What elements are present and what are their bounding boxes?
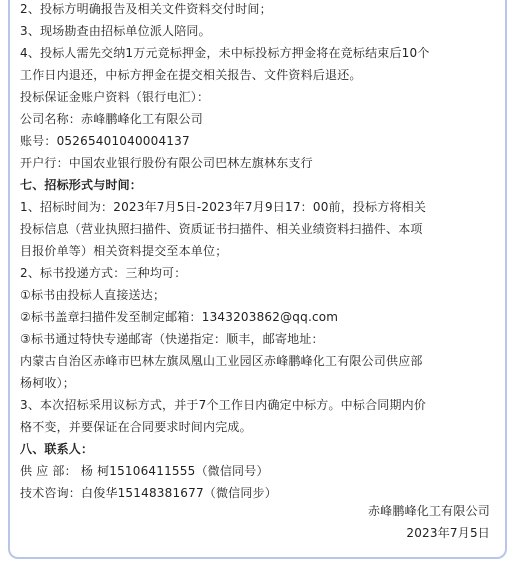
- text-line: ③标书通过特快专递邮寄（快递指定：顺丰，邮寄地址：: [20, 332, 324, 346]
- text-line: 3、现场勘查由招标单位派人陪同。: [20, 24, 211, 38]
- text-line: 投标信息（营业执照扫描件、资质证书扫描件、相关业绩资料扫描件、本项: [20, 222, 423, 236]
- email-line: ②标书盖章扫描件发至制定邮箱：1343203862@qq.com: [20, 310, 339, 324]
- text-line: 2、标书投递方式：三种均可：: [20, 266, 187, 280]
- contact-line: 技术咨询：白俊华15148381677（微信同步）: [20, 486, 277, 500]
- section-heading: 七、招标形式与时间：: [20, 178, 143, 192]
- text-line: 账号：05265401040004137: [20, 134, 190, 148]
- text-line: ①标书由投标人直接送达；: [20, 288, 166, 302]
- text-line: 开户行：中国农业银行股份有限公司巴林左旗林东支行: [20, 156, 313, 170]
- text-line: 投标保证金账户资料（银行电汇）：: [20, 90, 210, 104]
- text-line: 1、招标时间为：2023年7月5日-2023年7月9日17：00前，投标方将相关: [20, 200, 427, 214]
- text-line: 公司名称：赤峰鹏峰化工有限公司: [20, 112, 204, 126]
- bottom-strip: [0, 559, 515, 577]
- text-line: 格不变，并要保证在合同要求时间内完成。: [20, 420, 252, 434]
- text-line: 工作日内退还，中标方押金在提交相关报告、文件资料后退还。: [20, 68, 362, 82]
- signature-company: 赤峰鹏峰化工有限公司: [367, 504, 490, 518]
- text-line: 杨柯收）；: [20, 376, 76, 390]
- text-line: 目报价单等）相关资料提交至本单位；: [20, 244, 228, 258]
- address-line: 内蒙古自治区赤峰市巴林左旗凤凰山工业园区赤峰鹏峰化工有限公司供应部: [20, 354, 423, 368]
- section-heading: 八、联系人：: [20, 442, 94, 456]
- contact-line: 供 应 部： 杨 柯15106411555（微信同号）: [20, 464, 269, 478]
- text-line: 2、投标方明确报告及相关文件资料交付时间；: [20, 2, 272, 16]
- signature-date: 2023年7月5日: [406, 526, 490, 540]
- text-line: 3、本次招标采用议标方式，并于7个工作日内确定中标方。中标合同期内价: [20, 398, 427, 412]
- text-line: 4、投标人需先交纳1万元竞标押金，未中标投标方押金将在竞标结束后10个: [20, 46, 430, 60]
